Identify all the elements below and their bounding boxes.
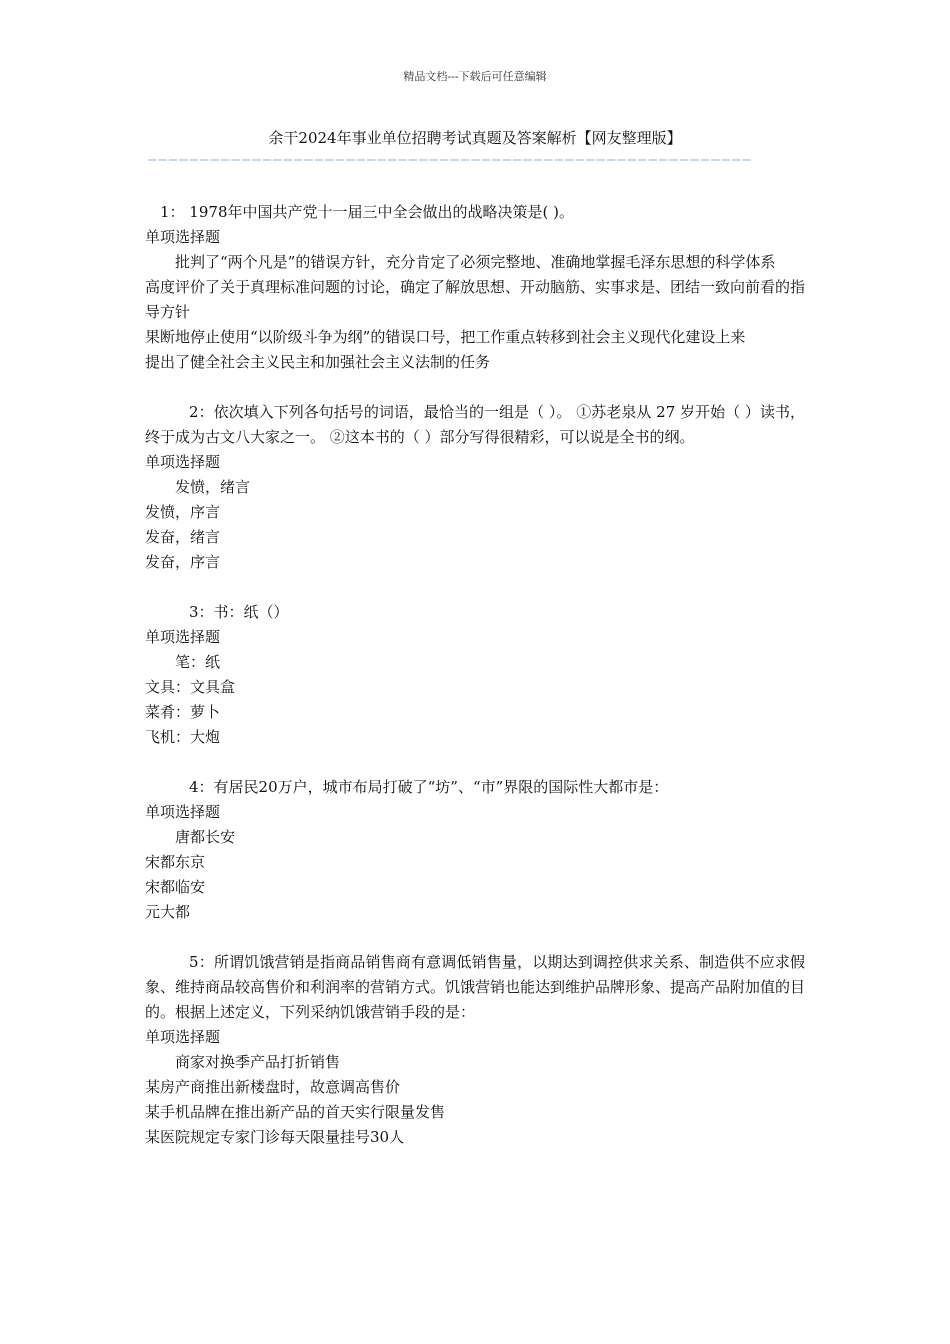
question-3 xyxy=(145,600,805,750)
option-c: 菜肴：萝卜 xyxy=(145,703,221,721)
option-c: 某手机品牌在推出新产品的首天实行限量发售 xyxy=(145,1103,446,1121)
option-a: 唐都长安 xyxy=(175,828,236,846)
option-b: 高度评价了关于真理标准问题的讨论，确定了解放思想、开动脑筋、实事求是、团结一致向前看的指导方针 xyxy=(145,278,806,321)
question-2 xyxy=(145,400,805,575)
option-a: 批判了“两个凡是”的错误方针，充分肯定了必须完整地、准确地掌握毛泽东思想的科学体系 xyxy=(175,253,776,271)
option-d: 提出了健全社会主义民主和加强社会主义法制的任务 xyxy=(145,353,491,371)
option-c: 发奋，绪言 xyxy=(145,528,221,546)
header-note: 精品文档---下载后可任意编辑 xyxy=(403,70,547,83)
option-d: 发奋，序言 xyxy=(145,553,221,571)
title-divider: —————————————————————————————————————————————————————————— xyxy=(148,152,753,168)
question-list xyxy=(145,200,805,1175)
question-stem: 4：有居民20万户，城市布局打破了“坊”、“市”界限的国际性大都市是： xyxy=(189,778,669,796)
question-5 xyxy=(145,950,805,1150)
option-d: 飞机：大炮 xyxy=(145,728,221,746)
option-b: 发愤，序言 xyxy=(145,503,221,521)
question-1 xyxy=(145,200,805,375)
question-stem: 5：所谓饥饿营销是指商品销售商有意调低销售量，以期达到调控供求关系、制造供不应求假象、维持商品较高售价和利润率的营销方式。饥饿营销也能达到维护品牌形象、提高产品附加值的目的。根据上述定义，下列采纳饥饿营销手段的是： xyxy=(145,953,806,1021)
option-b: 某房产商推出新楼盘时，故意调高售价 xyxy=(145,1078,401,1096)
option-a: 商家对换季产品打折销售 xyxy=(175,1053,341,1071)
question-stem: 1： 1978年中国共产党十一届三中全会做出的战略决策是( )。 xyxy=(160,203,574,221)
option-b: 文具：文具盒 xyxy=(145,678,236,696)
question-type: 单项选择题 xyxy=(145,1028,221,1046)
question-type: 单项选择题 xyxy=(145,453,221,471)
question-4 xyxy=(145,775,805,925)
option-a: 发愤，绪言 xyxy=(175,478,251,496)
document-title: 余干2024年事业单位招聘考试真题及答案解析【网友整理版】 xyxy=(268,129,682,147)
option-d: 元大都 xyxy=(145,903,191,921)
question-type: 单项选择题 xyxy=(145,803,221,821)
question-type: 单项选择题 xyxy=(145,628,221,646)
question-stem: 3：书：纸（） xyxy=(189,603,289,621)
option-b: 宋都东京 xyxy=(145,853,206,871)
option-d: 某医院规定专家门诊每天限量挂号30人 xyxy=(145,1128,405,1146)
question-type: 单项选择题 xyxy=(145,228,221,246)
option-a: 笔：纸 xyxy=(175,653,221,671)
option-c: 宋都临安 xyxy=(145,878,206,896)
question-stem: 2：依次填入下列各句括号的词语，最恰当的一组是（ ）。 ①苏老泉从 27 岁开始（ ）读书，终于成为古文八大家之一。 ②这本书的（ ）部分写得很精彩，可以说是全书的纲。 xyxy=(145,403,805,446)
option-c: 果断地停止使用“以阶级斗争为纲”的错误口号，把工作重点转移到社会主义现代化建设上来 xyxy=(145,328,746,346)
